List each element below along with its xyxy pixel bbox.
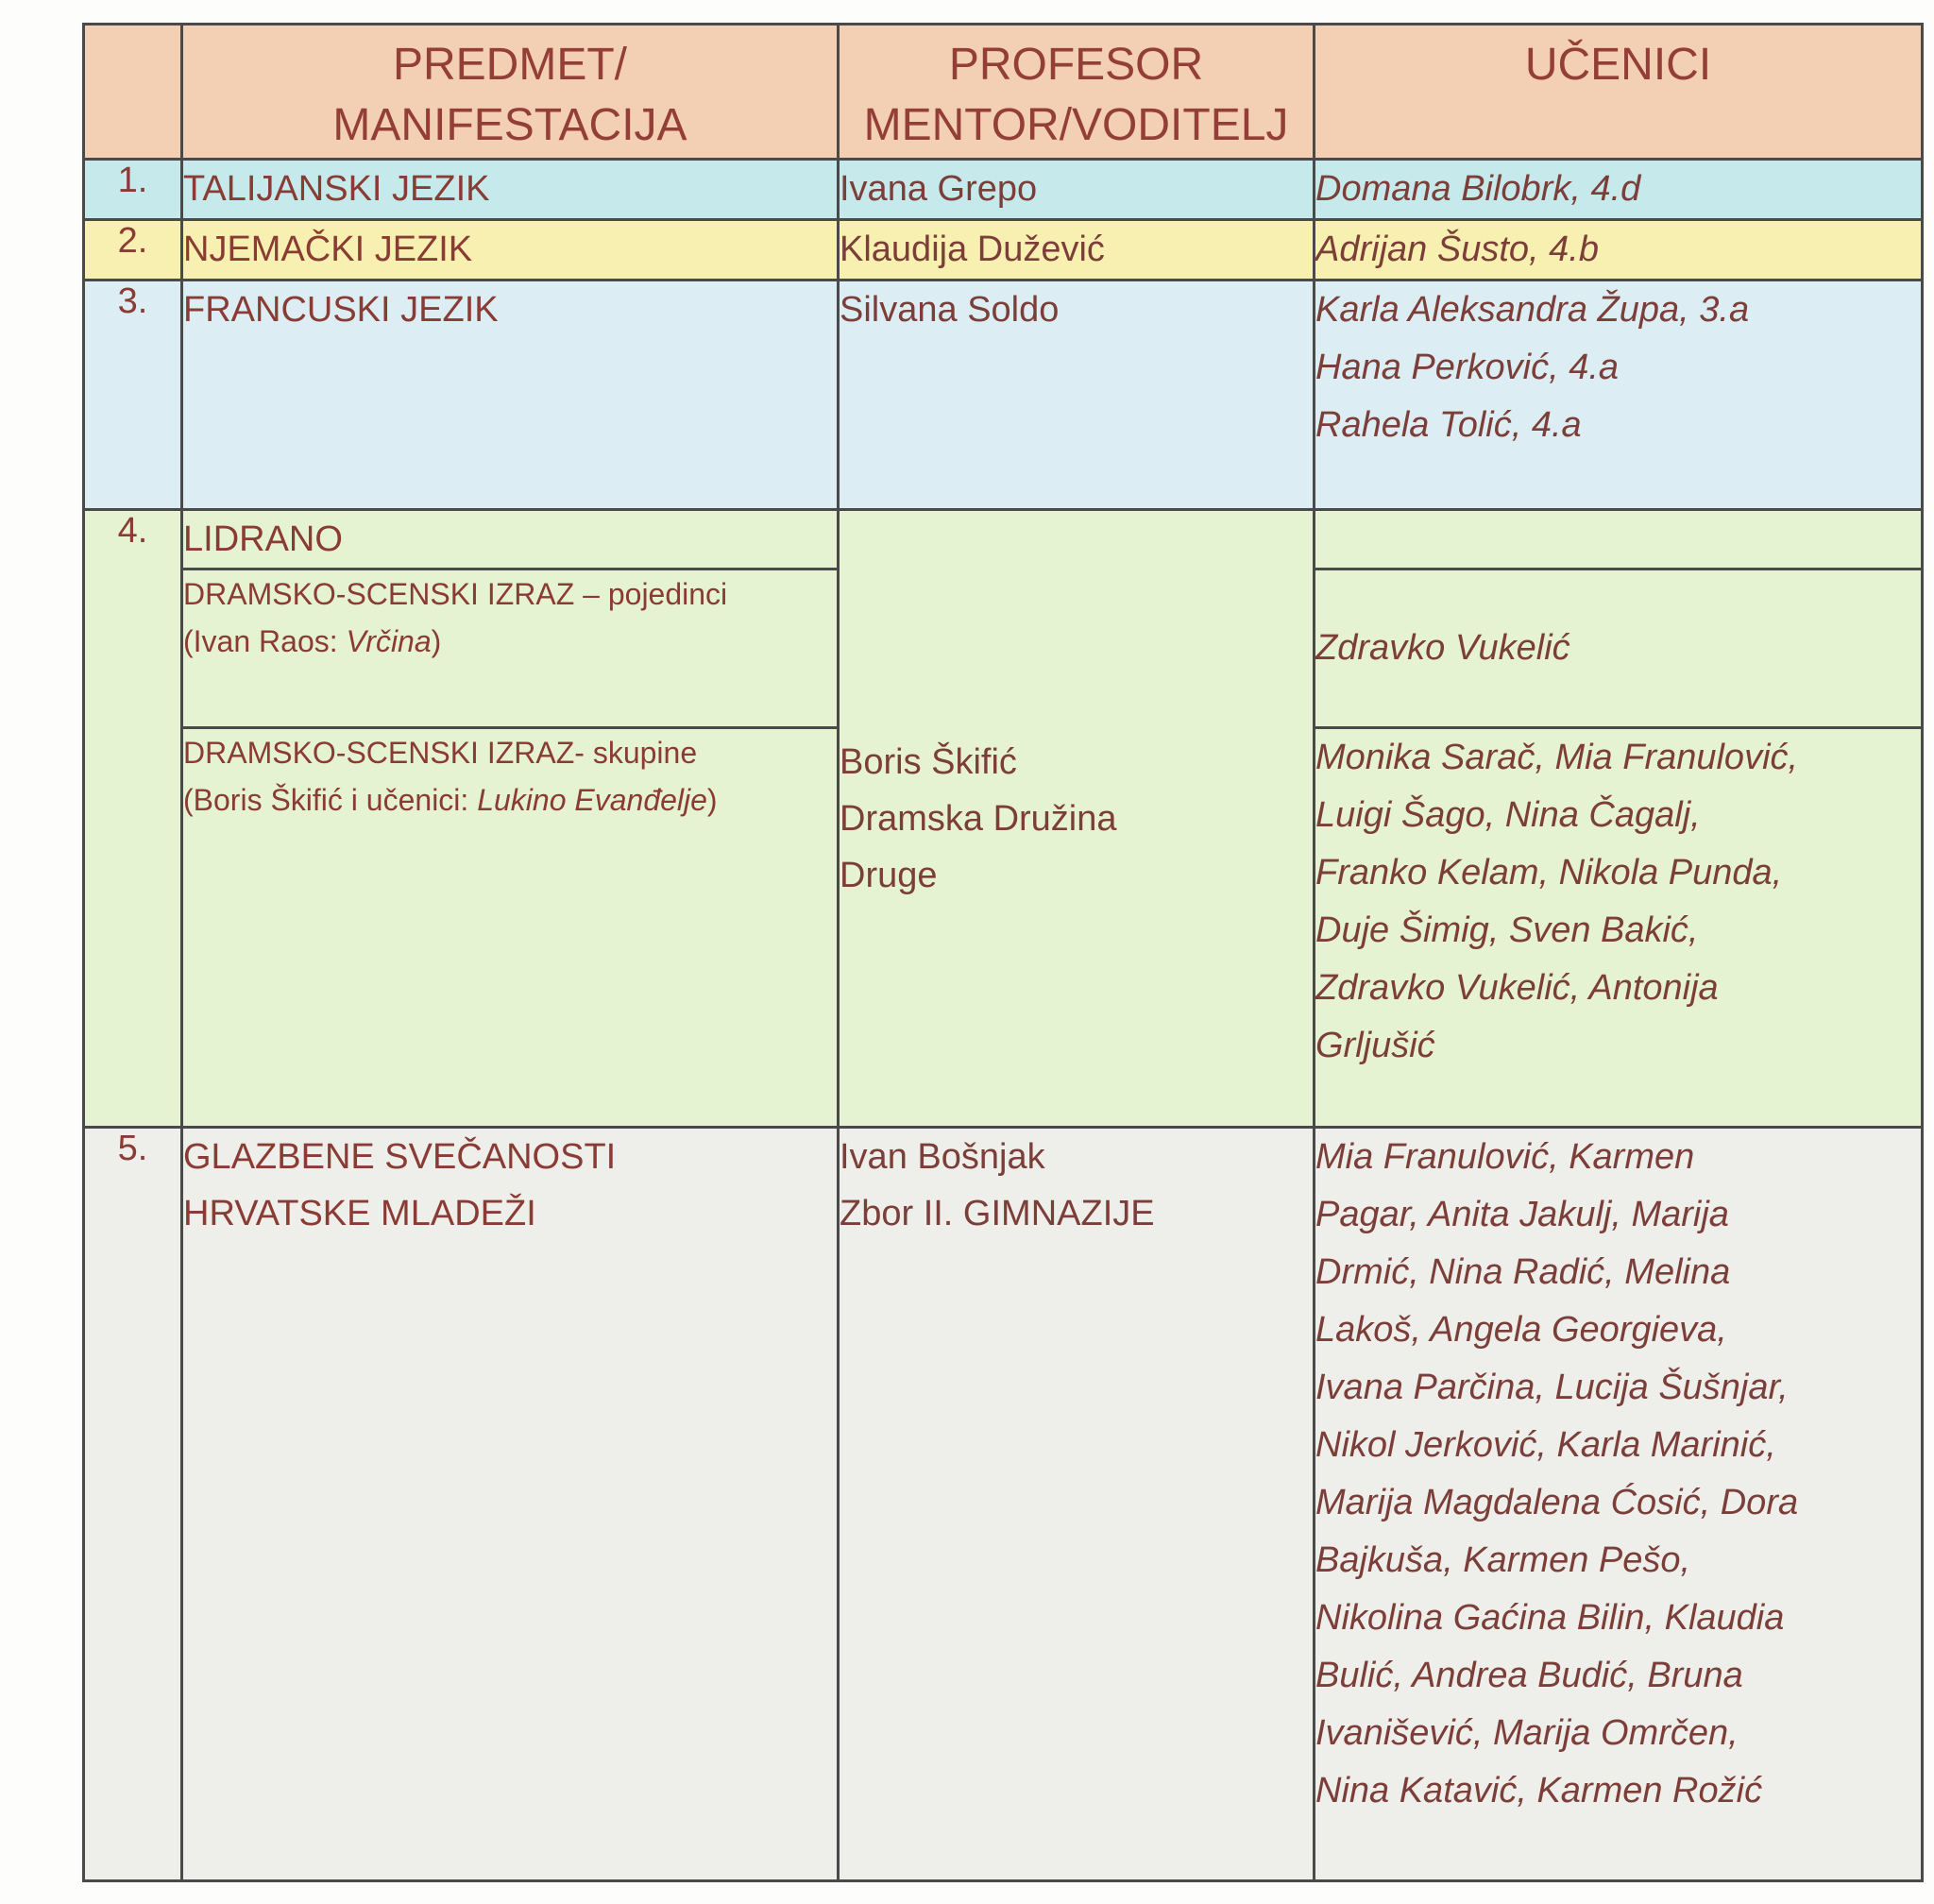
- skupine-line1: DRAMSKO-SCENSKI IZRAZ- skupine: [183, 736, 698, 770]
- professor-line: Boris Škifić: [840, 741, 1017, 782]
- skupine-paren: ): [706, 783, 718, 817]
- glazbene-subject: [182, 1128, 839, 1881]
- header-ucenici-cell: [1315, 25, 1923, 160]
- row-number: 2.: [84, 220, 182, 280]
- lidrano-professor-cell: [839, 510, 1315, 1128]
- competition-results-table: [82, 23, 1924, 1882]
- row-professor: Klaudija Dužević: [839, 220, 1315, 280]
- table-row-lidrano: [84, 510, 1923, 570]
- row-number: 5.: [84, 1128, 182, 1881]
- student-line: Monika Sarač, Mia Franulović,: [1315, 738, 1799, 777]
- row-number: 3.: [84, 280, 182, 510]
- table-row-glazbene: [84, 1128, 1923, 1881]
- pojedinci-paren: ): [431, 624, 442, 658]
- student-line: Karla Aleksandra Župa, 3.a: [1315, 290, 1750, 330]
- student-line: Mia Franulović, Karmen: [1315, 1137, 1695, 1177]
- header-profesor-cell: [839, 25, 1315, 160]
- skupine-work-title: Lukino Evanđelje: [477, 783, 707, 817]
- header-predmet-line1: PREDMET/: [392, 40, 627, 90]
- row-professor: Ivana Grepo: [839, 160, 1315, 220]
- header-ucenici: UČENICI: [1524, 40, 1712, 90]
- student-line: Nina Katavić, Karmen Rožić: [1315, 1771, 1763, 1810]
- student-line: Pagar, Anita Jakulj, Marija: [1315, 1195, 1729, 1234]
- header-profesor-line1: PROFESOR: [948, 40, 1204, 90]
- pojedinci-author: (Ivan Raos:: [183, 624, 347, 658]
- lidrano-skupine-students: [1315, 728, 1923, 1128]
- header-predmet-cell: [182, 25, 839, 160]
- student-line: Grljušić: [1315, 1026, 1435, 1065]
- table-row: [84, 220, 1923, 280]
- student-line: Duje Šimig, Sven Bakić,: [1315, 910, 1699, 950]
- table-header-row: [84, 25, 1923, 160]
- skupine-author: (Boris Škifić i učenici:: [183, 783, 478, 817]
- header-predmet-line2: MANIFESTACIJA: [332, 100, 687, 150]
- student-line: Hana Perković, 4.a: [1315, 348, 1620, 387]
- student-line: Franko Kelam, Nikola Punda,: [1315, 853, 1783, 892]
- student-line: Nikolina Gaćina Bilin, Klaudia: [1315, 1598, 1785, 1638]
- table-row: [84, 280, 1923, 510]
- subject-line: GLAZBENE SVEČANOSTI: [183, 1137, 617, 1177]
- subject-line: HRVATSKE MLADEŽI: [183, 1194, 536, 1233]
- row-subject: NJEMAČKI JEZIK: [182, 220, 839, 280]
- student-line: Lakoš, Angela Georgieva,: [1315, 1310, 1727, 1350]
- professor-line: Ivan Bošnjak: [840, 1137, 1045, 1177]
- student-line: Zdravko Vukelić, Antonija: [1315, 968, 1719, 1008]
- pojedinci-line1: DRAMSKO-SCENSKI IZRAZ – pojedinci: [183, 577, 728, 611]
- row-number: 1.: [84, 160, 182, 220]
- professor-line: Zbor II. GIMNAZIJE: [840, 1194, 1155, 1233]
- student-line: Ivanišević, Marija Omrčen,: [1315, 1713, 1739, 1753]
- table-row: [84, 160, 1923, 220]
- row-professor: Silvana Soldo: [839, 280, 1315, 510]
- lidrano-skupine-subject: [182, 728, 839, 1128]
- pojedinci-line2: [183, 618, 837, 665]
- student-line: Bajkuša, Karmen Pešo,: [1315, 1540, 1691, 1580]
- student-line: Drmić, Nina Radić, Melina: [1315, 1252, 1731, 1292]
- student-line: Rahela Tolić, 4.a: [1315, 405, 1582, 445]
- glazbene-students: [1315, 1128, 1923, 1881]
- lidrano-pojedinci-subject: [182, 570, 839, 728]
- professor-line: Druge: [840, 855, 938, 895]
- student-line: Bulić, Andrea Budić, Bruna: [1315, 1656, 1743, 1695]
- skupine-line2: [183, 776, 837, 824]
- header-profesor-line2: MENTOR/VODITELJ: [863, 100, 1289, 150]
- student-line: Marija Magdalena Ćosić, Dora: [1315, 1483, 1799, 1522]
- lidrano-pojedinci-students: Zdravko Vukelić: [1315, 570, 1923, 728]
- lidrano-title: LIDRANO: [182, 510, 839, 570]
- row-subject: TALIJANSKI JEZIK: [182, 160, 839, 220]
- row-students: Adrijan Šusto, 4.b: [1315, 220, 1923, 280]
- row-subject: FRANCUSKI JEZIK: [182, 280, 839, 510]
- lidrano-empty-students: [1315, 510, 1923, 570]
- row-students: Domana Bilobrk, 4.d: [1315, 160, 1923, 220]
- row-students: [1315, 280, 1923, 510]
- student-line: Ivana Parčina, Lucija Šušnjar,: [1315, 1368, 1789, 1407]
- row-number: 4.: [84, 510, 182, 1128]
- glazbene-professor: [839, 1128, 1315, 1881]
- professor-line: Dramska Družina: [840, 798, 1117, 839]
- student-line: Nikol Jerković, Karla Marinić,: [1315, 1425, 1776, 1465]
- header-num-cell: [84, 25, 182, 160]
- student-line: Luigi Šago, Nina Čagalj,: [1315, 795, 1701, 835]
- pojedinci-work-title: Vrčina: [346, 624, 432, 658]
